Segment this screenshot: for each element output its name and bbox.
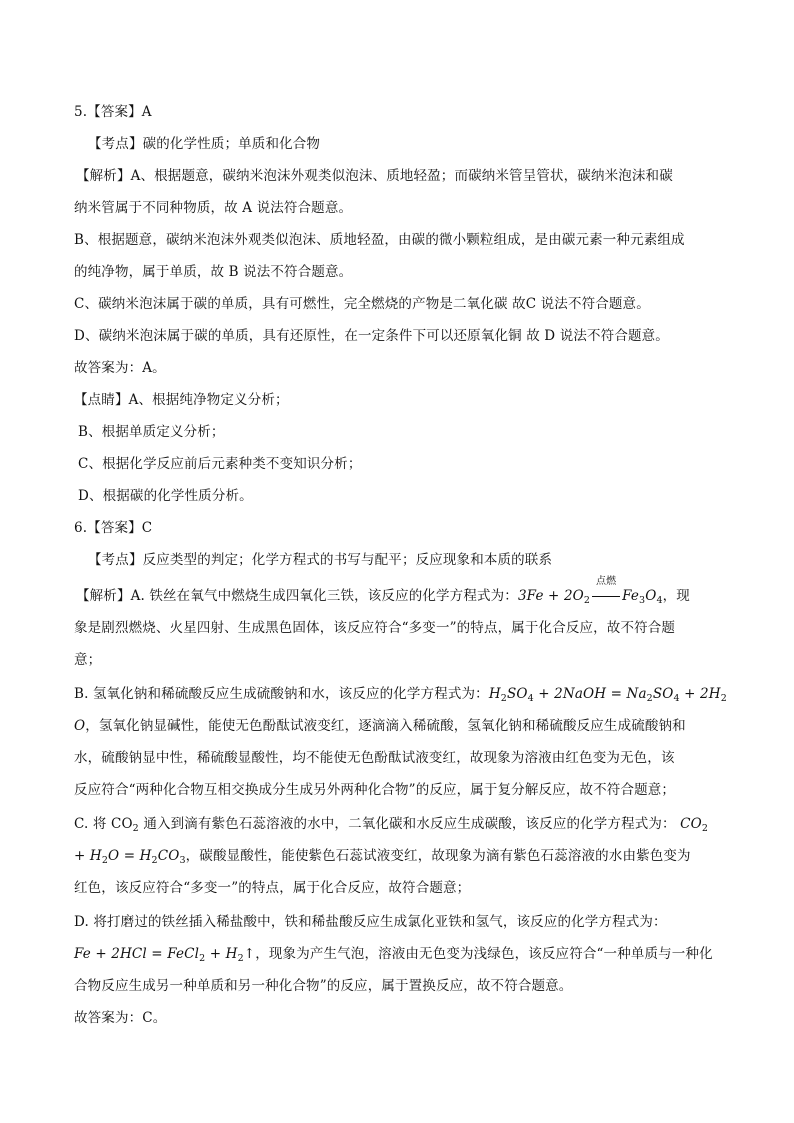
q6-c-line2-text: ，碳酸显酸性，能使紫色石蕊试液变红，故现象为滴有紫色石蕊溶液的水由紫色变为 — [185, 848, 691, 864]
q6-c-prefix: C. 将 CO — [74, 816, 133, 832]
q6-kaodian: 【考点】反应类型的判定；化学方程式的书写与配平；反应现象和本质的联系 — [88, 552, 553, 568]
q5-jiexi-line1: 【解析】A、根据题意，碳纳米泡沫外观类似泡沫、质地轻盈；而碳纳米管呈管状，碳纳米泡沫和碳 — [76, 168, 673, 184]
q5-dianjing-b: B、根据单质定义分析； — [78, 424, 225, 440]
q6-b-line3: 水，硫酸钠显中性，稀硫酸显酸性，均不能使无色酚酞试液变红，故现象为溶液由红色变为无色，该 — [74, 750, 675, 766]
q6-a-suffix: ，现 — [662, 588, 690, 604]
q6-d-line2 — [74, 944, 713, 969]
equation-h2so4-naoh: $H_2SO_4$ + 2NaOH = $Na_2SO_4 + 2H_2$ — [488, 686, 727, 704]
equation-co2-head: $CO_2$ — [675, 816, 709, 834]
q6-b-line4: 反应符合“两种化合物互相交换成分生成另外两种化合物”的反应，属于复分解反应，故不符合题意； — [74, 782, 676, 798]
q5-b-line2: 的纯净物，属于单质，故 B 说法不符合题意。 — [74, 264, 353, 280]
q6-d-line3: 合物反应生成另一种单质和另一种化合物”的反应，属于置换反应，故不符合题意。 — [74, 978, 573, 994]
equation-h2o-tail: O — [74, 718, 86, 734]
equation-fe-o2: $3Fe + 2O_2$ 点燃 $Fe_3O_4$ — [518, 588, 663, 604]
q5-c-line: C、碳纳米泡沫属于碳的单质，具有可燃性，完全燃烧的产物是二氧化碳 故C 说法不符合题意。 — [74, 296, 650, 312]
q6-c-line2 — [74, 846, 691, 871]
q6-d-line1: D. 将打磨过的铁丝插入稀盐酸中，铁和稀盐酸反应生成氯化亚铁和氢气，该反应的化学方程式为： — [74, 914, 667, 930]
q5-dianjing-c: C、根据化学反应前后元素种类不变知识分析； — [78, 456, 362, 472]
q6-b-line2 — [74, 716, 686, 736]
q6-conclusion: 故答案为：C。 — [74, 1010, 167, 1026]
q6-answer: 6.【答案】C — [74, 520, 153, 536]
q5-kaodian: 【考点】碳的化学性质；单质和化合物 — [88, 136, 321, 152]
q6-a-line3: 意； — [74, 652, 102, 668]
q6-a-line2: 象是剧烈燃烧、火星四射、生成黑色固体，该反应符合“多变一”的特点，属于化合反应，故不符合题 — [74, 620, 676, 636]
q6-b-line1 — [74, 684, 727, 709]
q5-d-line: D、碳纳米泡沫属于碳的单质，具有还原性，在一定条件下可以还原氧化铜 故 D 说法不符合题意。 — [74, 328, 669, 344]
q5-jiexi-line2: 纳米管属于不同种物质，故 A 说法符合题意。 — [74, 200, 353, 216]
reaction-condition: 点燃 — [595, 576, 617, 587]
q6-c-prefix2: 通入到滴有紫色石蕊溶液的水中，二氧化碳和水反应生成碳酸，该反应的化学方程式为： — [138, 816, 676, 832]
q5-dianjing-d: D、根据碳的化学性质分析。 — [78, 488, 253, 504]
q6-c-line1: C. 将 $CO_2$ 通入到滴有紫色石蕊溶液的水中，二氧化碳和水反应生成碳酸，该反应的化学方程式为： $CO_2$ — [74, 816, 709, 834]
q6-d-line2-text: ，现象为产生气泡，溶液由无色变为浅绿色，该反应符合“一种单质与一种化 — [255, 946, 713, 962]
q6-b-line2-text: ，氢氧化钠显碱性，能使无色酚酞试液变红，逐滴滴入稀硫酸，氢氧化钠和稀硫酸反应生成硫酸钠和 — [85, 718, 686, 734]
q5-dianjing: 【点睛】A、根据纯净物定义分析； — [74, 392, 289, 408]
q5-conclusion: 故答案为：A。 — [74, 360, 166, 376]
q6-b-prefix: B. 氢氧化钠和稀硫酸反应生成硫酸钠和水，该反应的化学方程式为： — [74, 686, 489, 702]
q6-c-line3: 红色，该反应符合“多变一”的特点，属于化合反应，故符合题意； — [74, 880, 471, 896]
q6-a-prefix: 【解析】A. 铁丝在氧气中燃烧生成四氧化三铁，该反应的化学方程式为： — [76, 588, 518, 604]
equation-fe-hcl: Fe + 2HCl = FeCl$_2$ + $H_2↑$ — [74, 946, 256, 964]
equation-co2-h2o: + $H_2O = H_2CO_3$ — [74, 848, 186, 866]
q5-answer: 5.【答案】A — [74, 104, 152, 120]
q5-b-line1: B、根据题意，碳纳米泡沫外观类似泡沫、质地轻盈，由碳的微小颗粒组成，是由碳元素一种元素组成 — [74, 232, 685, 248]
q6-a-line1 — [76, 576, 690, 611]
